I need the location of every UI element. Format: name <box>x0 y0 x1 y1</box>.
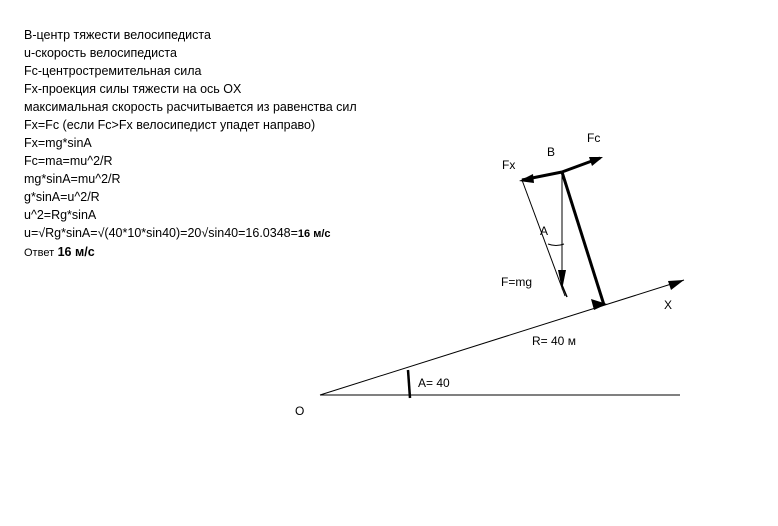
label-angle: A= 40 <box>418 376 450 390</box>
note-line-10: g*sinA=u^2/R <box>24 190 100 204</box>
answer-label: Ответ <box>24 247 55 259</box>
note-line-1: B-центр тяжести велосипедиста <box>24 28 211 42</box>
angle-marker <box>408 370 410 398</box>
label-o: O <box>295 404 305 418</box>
fc-arrowhead <box>589 157 603 166</box>
formula-text: u=√Rg*sinA=√(40*10*sin40)=20√sin40=16.0348= <box>24 226 298 240</box>
label-r: R= 40 м <box>532 334 576 348</box>
label-fx: Fx <box>502 158 516 172</box>
note-line-7: Fx=mg*sinA <box>24 136 92 150</box>
label-b: B <box>547 145 556 159</box>
note-line-11: u^2=Rg*sinA <box>24 208 97 222</box>
cyclist-line <box>562 172 604 305</box>
answer-value: 16 м/с <box>57 245 95 259</box>
note-line-6: Fx=Fc (если Fc>Fx велосипедист упадет направо) <box>24 118 316 132</box>
fx-arrowhead <box>519 174 534 183</box>
label-x: X <box>664 298 673 312</box>
note-line-8: Fc=ma=mu^2/R <box>24 154 113 168</box>
note-line-2: u-скорость велосипедиста <box>24 46 177 60</box>
formula-result: 16 м/с <box>297 228 331 240</box>
label-fc: Fc <box>587 131 601 145</box>
note-line-4: Fx-проекция силы тяжести на ось OX <box>24 82 242 96</box>
note-line-3: Fc-центростремительная сила <box>24 64 202 78</box>
label-fmg: F=mg <box>501 275 533 289</box>
note-line-5: максимальная скорость расчитывается из равенства сил <box>24 100 357 114</box>
note-line-9: mg*sinA=mu^2/R <box>24 172 121 186</box>
axis-ox-line <box>320 280 684 395</box>
axis-ox-arrowhead <box>668 280 684 290</box>
label-a-top: A <box>540 224 549 238</box>
